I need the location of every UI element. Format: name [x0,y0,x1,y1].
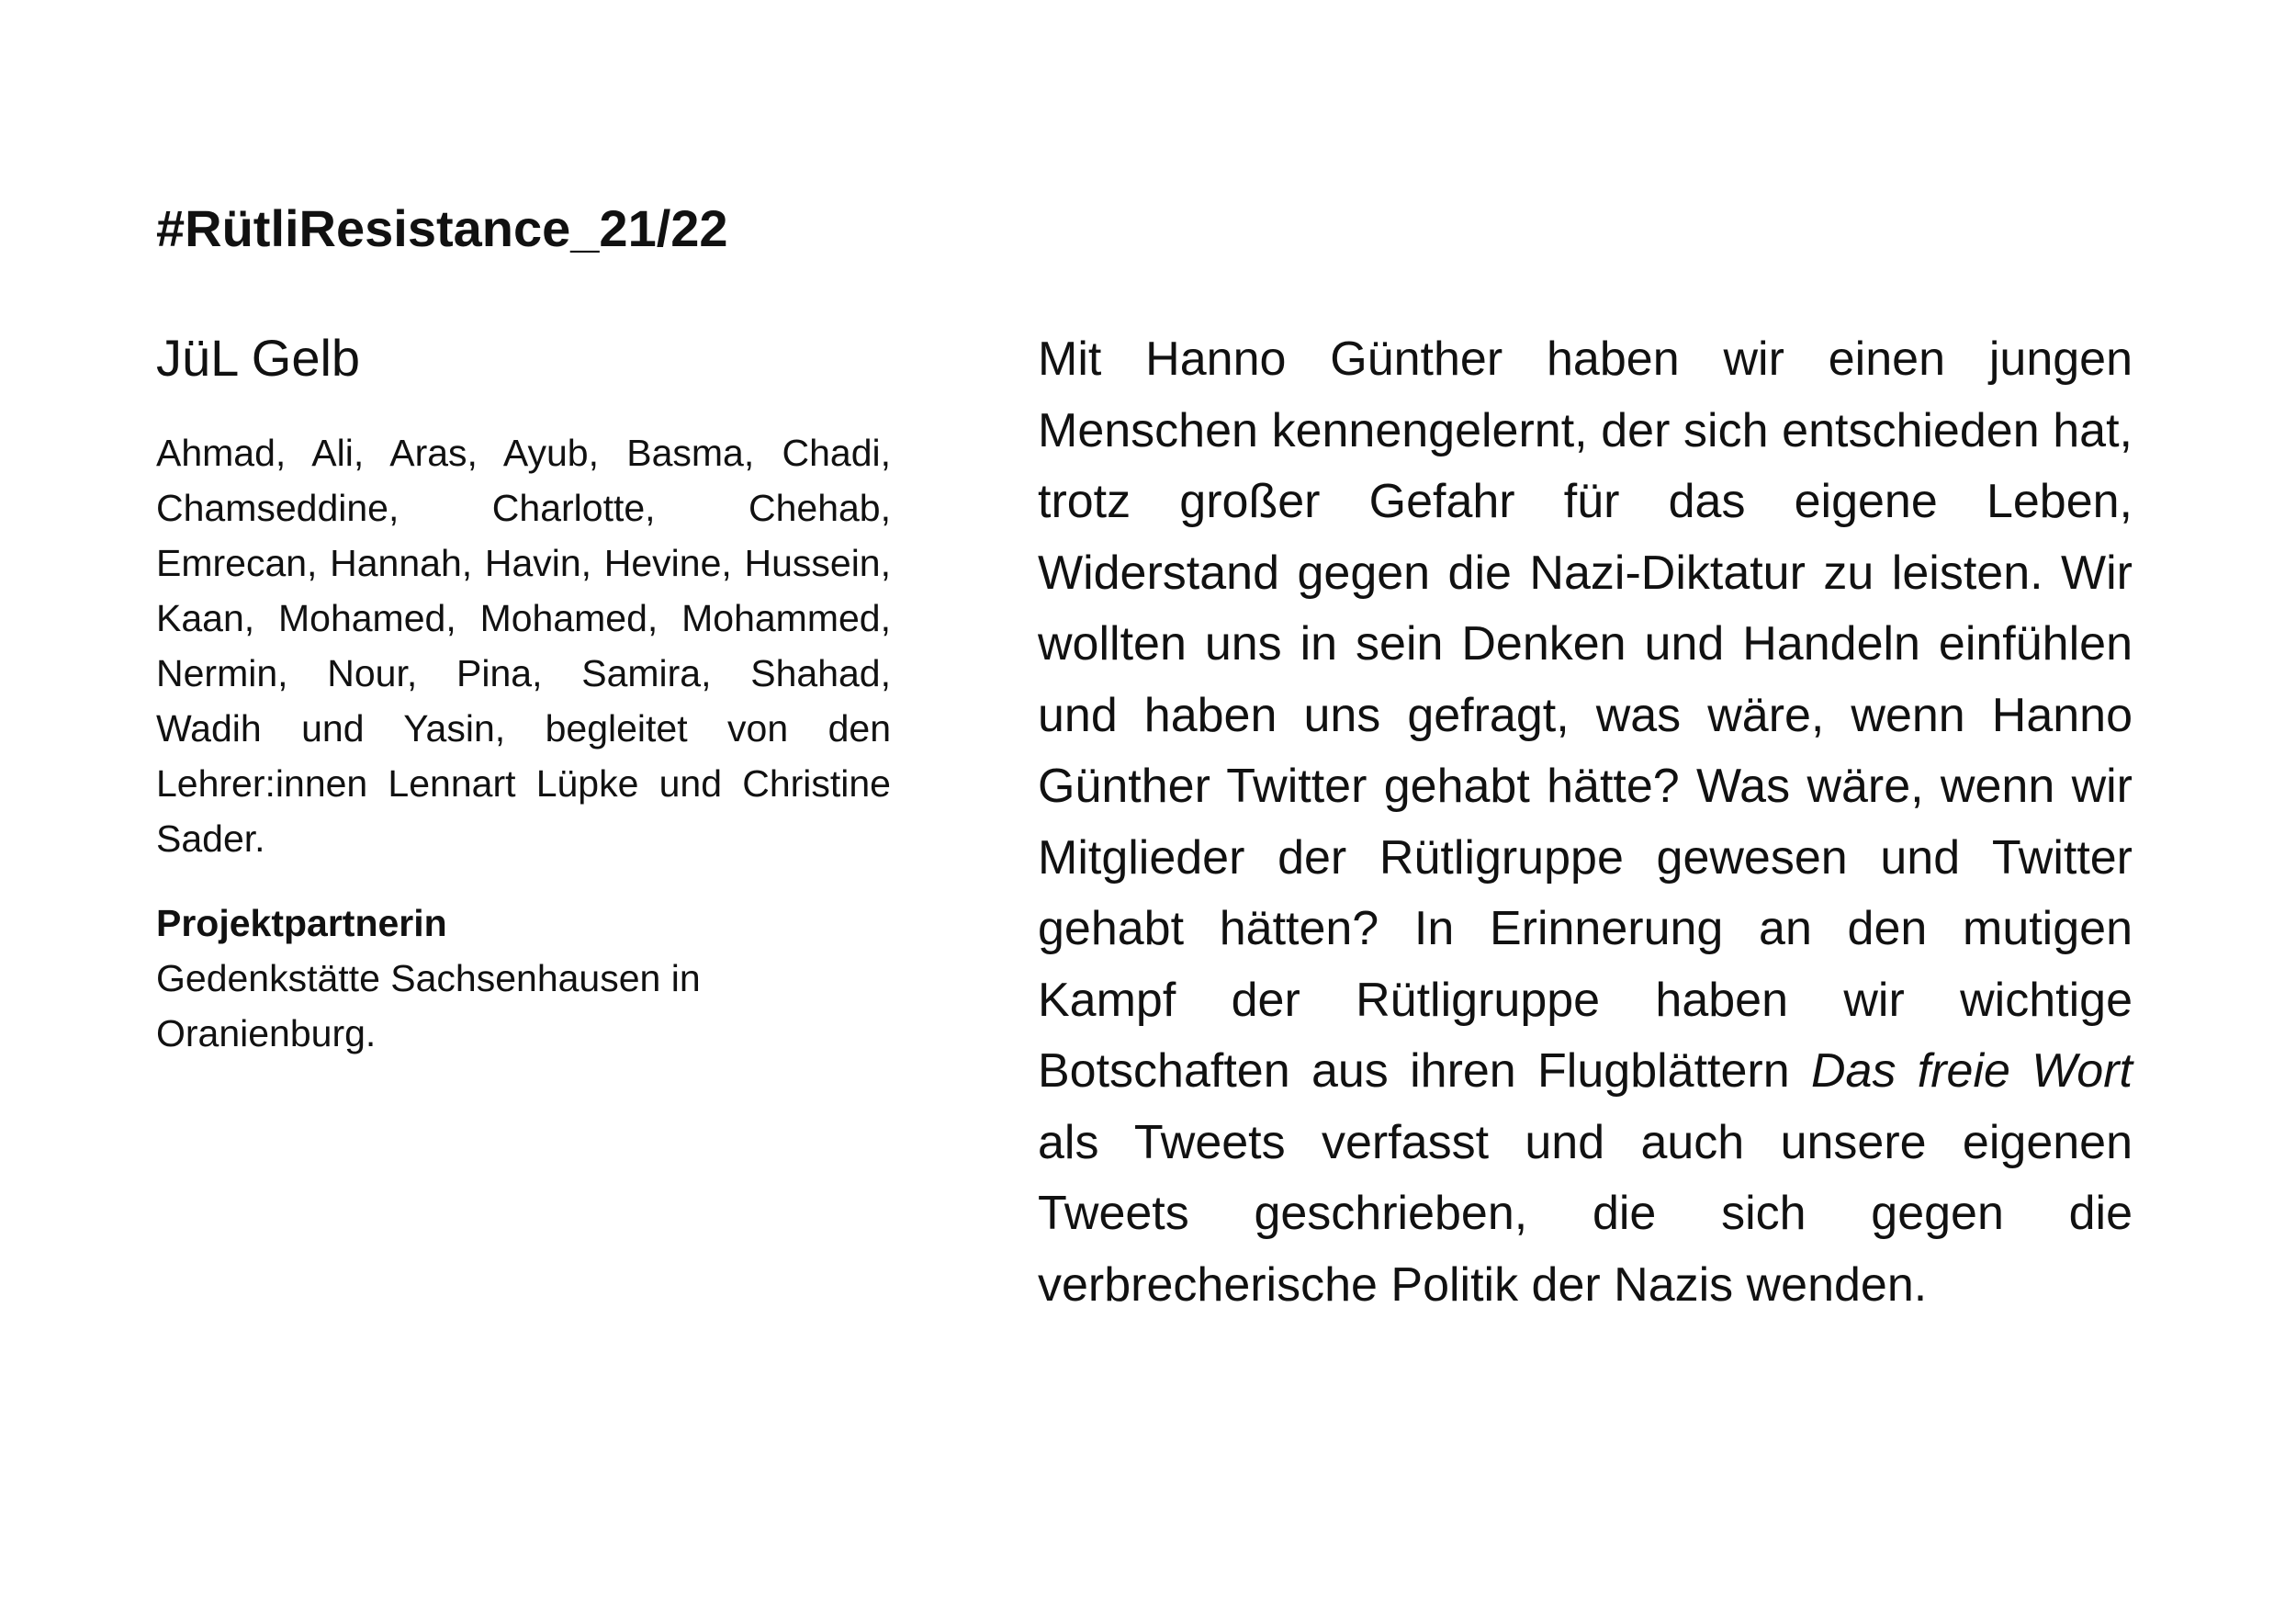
participants-list: Ahmad, Ali, Aras, Ayub, Basma, Chadi, Chamseddine, Charlotte, Chehab, Emrecan, Hannah, Havin, Hevine, Hussein, Kaan, Mohamed, Mohamed, Mohammed, Nermin, Nour, Pina, Samira, Shahad, Wadih und Yasin, begleitet von den Lehrer:innen Lennart Lüpke und Christine Sader. [156,432,891,860]
page-title: #RütliResistance_21/22 [156,199,728,257]
partner-label: Projektpartnerin [156,902,447,944]
partner-text: Gedenkstätte Sachsenhausen in Oranienburg. [156,957,701,1054]
project-description [1038,324,2133,1321]
class-name-heading: JüL Gelb [156,329,361,387]
flyer-title: Das freie Wort [1810,1044,2133,1098]
description-text-part2: als Tweets verfasst und auch unsere eigenen Tweets geschrieben, die sich gegen die verbrecherische Politik der Nazis wenden. [1038,1115,2133,1312]
description-text-part1: Mit Hanno Günther haben wir einen jungen Menschen kennengelernt, der sich entschieden hat, trotz großer Gefahr für das eigene Leben, Widerstand gegen die Nazi-Diktatur zu leisten. Wir wollten uns in sein Denken und Handeln einfühlen und haben uns gefragt, was wäre, wenn Hanno Günther Twitter gehabt hätte? Was wäre, wenn wir Mitglieder der Rütligruppe gewesen und Twitter gehabt hätten? In Erinnerung an den mutigen Kampf der Rütligruppe haben wir wichtige Botschaften aus ihren Flugblättern [1038,332,2133,1098]
